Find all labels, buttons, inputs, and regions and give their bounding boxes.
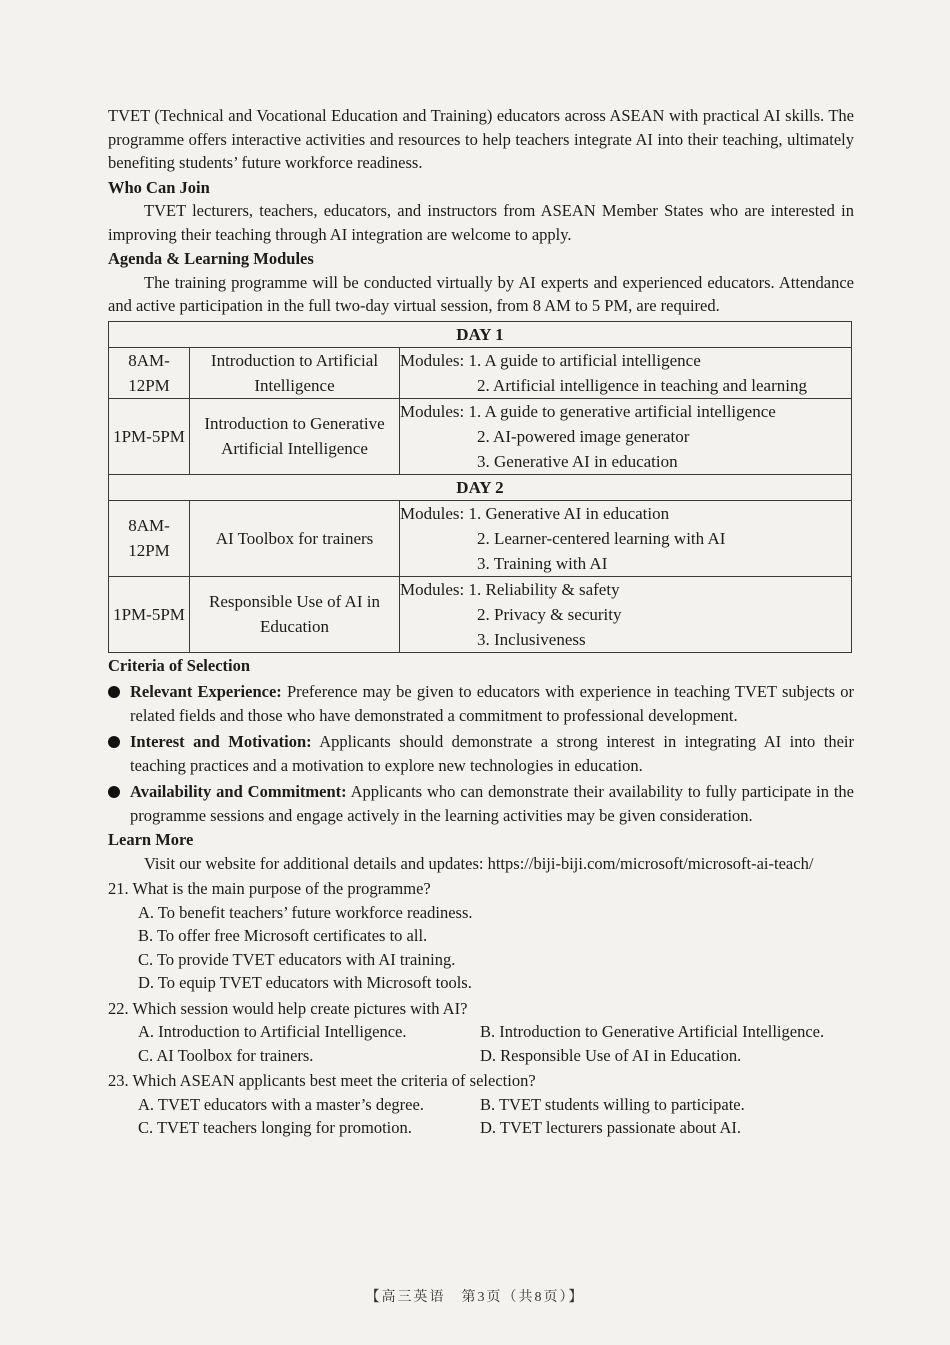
option-row xyxy=(108,1093,854,1117)
option-row xyxy=(108,1020,854,1044)
intro-paragraph: TVET (Technical and Vocational Education and Training) educators across ASEAN with practical AI skills. The programme offers interactive activities and resources to help teachers integrate AI into their teaching, ultimately benefiting students’ future workforce readiness. xyxy=(108,106,854,172)
module-item: 3. Generative AI in education xyxy=(477,451,678,471)
bullet-icon xyxy=(108,686,120,698)
modules-label: Modules: xyxy=(400,579,465,599)
agenda-heading: Agenda & Learning Modules xyxy=(108,249,314,268)
module-item: 2. Privacy & security xyxy=(477,604,622,624)
question-stem: 22. Which session would help create pictures with AI? xyxy=(108,998,468,1018)
module-item: 2. Learner-centered learning with AI xyxy=(477,528,726,548)
option-a: A. Introduction to Artificial Intelligence. xyxy=(138,1022,407,1041)
table-row xyxy=(109,500,852,576)
session-time: 1PM-5PM xyxy=(109,398,190,474)
session-time: 1PM-5PM xyxy=(109,576,190,652)
module-line xyxy=(400,577,851,602)
modules-label: Modules: xyxy=(400,350,465,370)
table-row xyxy=(109,347,852,398)
option-c: C. To provide TVET educators with AI training. xyxy=(138,949,456,969)
module-item: 2. Artificial intelligence in teaching and learning xyxy=(477,375,807,395)
option-b: B. To offer free Microsoft certificates to all. xyxy=(138,926,428,945)
option-b: B. Introduction to Generative Artificial Intelligence. xyxy=(480,1022,825,1041)
criteria-heading: Criteria of Selection xyxy=(108,655,251,675)
question-21 xyxy=(108,877,854,995)
module-line xyxy=(400,501,851,526)
option-c: C. AI Toolbox for trainers. xyxy=(138,1045,314,1065)
session-time: 8AM-12PM xyxy=(109,347,190,398)
bullet-icon xyxy=(108,786,120,798)
module-item: 1. Generative AI in education xyxy=(468,503,670,523)
bullet-icon xyxy=(108,736,120,748)
question-23 xyxy=(108,1069,854,1140)
module-line xyxy=(400,348,851,373)
session-modules xyxy=(400,398,852,474)
day1-header: DAY 1 xyxy=(109,321,852,347)
modules-label: Modules: xyxy=(400,401,465,421)
page-content xyxy=(108,104,854,1140)
page-footer: 【高三英语 第3页（共8页）】 xyxy=(365,1290,585,1305)
module-item: 3. Training with AI xyxy=(477,553,608,573)
option-row xyxy=(108,1116,854,1140)
criteria-text: Applicants who can demonstrate their availability to fully participate in the programme sessions and engage actively in the learning activities may be given consideration. xyxy=(130,782,855,825)
option-a: A. To benefit teachers’ future workforce readiness. xyxy=(138,902,473,922)
module-item: 1. A guide to generative artificial intelligence xyxy=(468,401,776,421)
learn-more-heading: Learn More xyxy=(108,830,194,849)
session-topic: AI Toolbox for trainers xyxy=(190,500,400,576)
criteria-title: Relevant Experience: xyxy=(130,682,282,701)
option-b: B. TVET students willing to participate. xyxy=(480,1094,745,1114)
agenda-text: The training programme will be conducted virtually by AI experts and experienced educators. Attendance and active participation in the full two-day virtual session, from 8 AM to 5 PM, are required. xyxy=(108,272,854,315)
question-stem: 23. Which ASEAN applicants best meet the criteria of selection? xyxy=(108,1071,536,1090)
option-a: A. TVET educators with a master’s degree. xyxy=(138,1094,424,1114)
session-time: 8AM-12PM xyxy=(109,500,190,576)
module-line xyxy=(400,399,851,424)
day2-header: DAY 2 xyxy=(109,474,852,500)
table-row xyxy=(109,398,852,474)
criteria-text: Preference may be given to educators with experience in teaching TVET subjects or related fields and those who have demonstrated a commitment to professional development. xyxy=(130,682,854,725)
module-item: 3. Inclusiveness xyxy=(477,629,586,649)
who-can-join-text: TVET lecturers, teachers, educators, and instructors from ASEAN Member States who are interested in improving their teaching through AI integration are welcome to apply. xyxy=(108,201,854,244)
table-row xyxy=(109,576,852,652)
criteria-title: Availability and Commitment: xyxy=(130,782,347,801)
question-stem: 21. What is the main purpose of the programme? xyxy=(108,879,431,898)
criteria-text: Applicants should demonstrate a strong interest in integrating AI into their teaching practices and a motivation to explore new technologies in education. xyxy=(130,732,855,775)
criteria-title: Interest and Motivation: xyxy=(130,732,312,751)
session-modules xyxy=(400,576,852,652)
option-d: D. Responsible Use of AI in Education. xyxy=(480,1045,742,1065)
modules-label: Modules: xyxy=(400,503,465,523)
question-22 xyxy=(108,997,854,1068)
who-can-join-heading: Who Can Join xyxy=(108,177,210,197)
option-d: D. TVET lecturers passionate about AI. xyxy=(480,1118,742,1137)
module-item: 2. AI-powered image generator xyxy=(477,426,690,446)
module-item: 1. Reliability & safety xyxy=(468,579,620,599)
session-topic: Introduction to Artificial Intelligence xyxy=(190,347,400,398)
option-row xyxy=(108,1044,854,1068)
session-modules xyxy=(400,347,852,398)
learn-more-text: Visit our website for additional details and updates: https://biji-biji.com/microsoft/microsoft-ai-teach/ xyxy=(144,853,814,873)
option-d: D. To equip TVET educators with Microsoft tools. xyxy=(138,973,472,992)
schedule-table xyxy=(108,321,852,653)
option-c: C. TVET teachers longing for promotion. xyxy=(138,1118,412,1137)
criteria-item xyxy=(108,680,854,727)
session-topic: Introduction to Generative Artificial Intelligence xyxy=(190,398,400,474)
session-topic: Responsible Use of AI in Education xyxy=(190,576,400,652)
criteria-item xyxy=(108,780,854,827)
module-item: 1. A guide to artificial intelligence xyxy=(468,350,701,370)
session-modules xyxy=(400,500,852,576)
criteria-item xyxy=(108,730,854,777)
